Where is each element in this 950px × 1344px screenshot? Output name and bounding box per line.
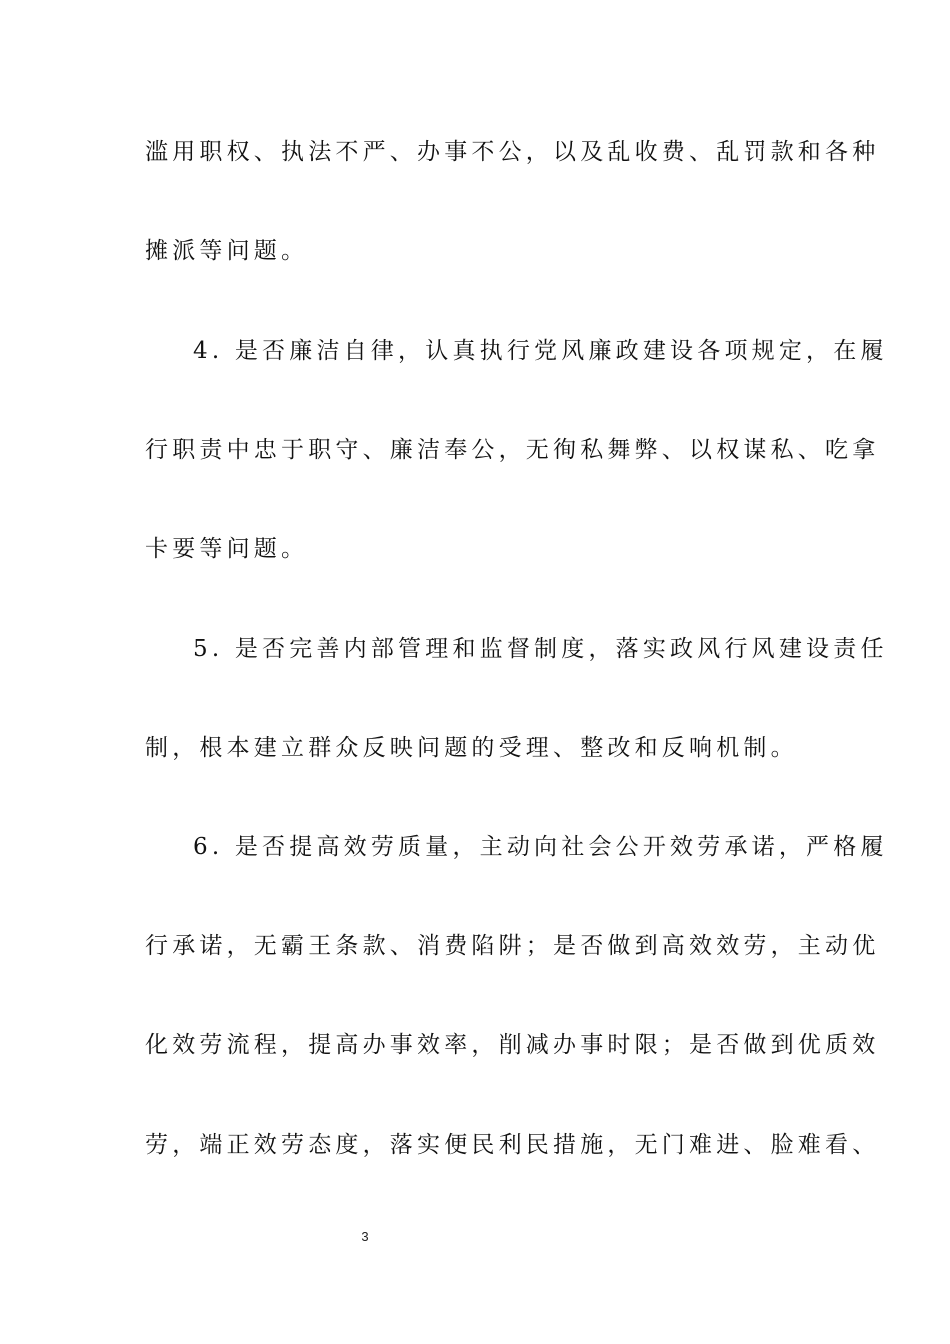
text-line: 制，根本建立群众反映问题的受理、整改和反响机制。 (145, 735, 798, 761)
text-line: 5. 是否完善内部管理和监督制度，落实政风行风建设责任 (193, 636, 888, 662)
text-line: 行承诺，无霸王条款、消费陷阱；是否做到高效效劳，主动优 (145, 933, 880, 959)
text-line: 劳，端正效劳态度，落实便民利民措施，无门难进、脸难看、 (145, 1132, 880, 1158)
text-line: 卡要等问题。 (145, 536, 309, 562)
text-line: 4. 是否廉洁自律，认真执行党风廉政建设各项规定，在履 (193, 338, 888, 364)
page-number: 3 (361, 1229, 369, 1244)
text-line: 6. 是否提高效劳质量，主动向社会公开效劳承诺，严格履 (193, 834, 888, 860)
text-line: 化效劳流程，提高办事效率，削减办事时限；是否做到优质效 (145, 1032, 880, 1058)
text-line: 行职责中忠于职守、廉洁奉公，无徇私舞弊、以权谋私、吃拿 (145, 437, 880, 463)
text-line: 摊派等问题。 (145, 238, 309, 264)
text-line: 滥用职权、执法不严、办事不公，以及乱收费、乱罚款和各种 (145, 139, 880, 165)
